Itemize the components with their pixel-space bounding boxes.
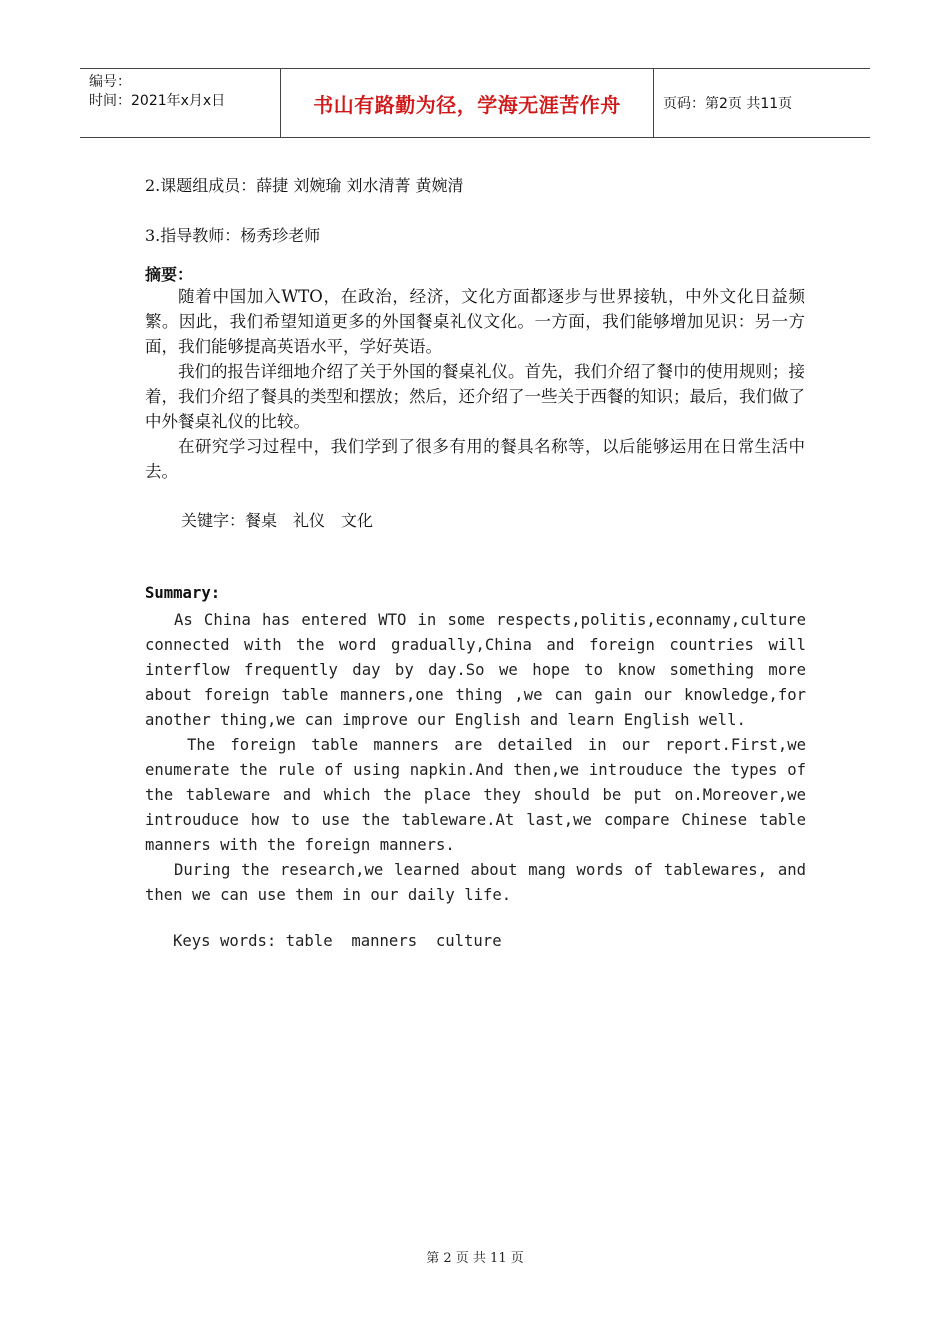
abstract-heading: 摘要： [145, 265, 194, 284]
page-footer: 第 2 页 共 11 页 [426, 1251, 524, 1266]
summary-paragraph: During the research,we learned about mang words of tablewares, and then we can use them in our daily life. [145, 861, 806, 904]
page-header [80, 68, 870, 138]
abstract-body [145, 284, 805, 484]
summary-heading: Summary: [145, 584, 221, 602]
date-label: 时间：2021年x月x日 [89, 93, 226, 109]
header-motto [281, 69, 654, 137]
header-meta [80, 69, 281, 137]
members-names: 薛捷 刘婉瑜 刘水清菁 黄婉清 [256, 176, 464, 195]
summary-paragraph: The foreign table manners are detailed in our report.First,we enumerate the rule of using napkin.And then,we introuduce the types of the tableware and which the place they should be put on.Moreover,we introuduce how to use the tableware.At last,we compare Chinese table manners with the foreign manners. [145, 736, 806, 854]
summary-body [145, 608, 806, 908]
summary-paragraph: As China has entered WTO in some respects,politis,econnamy,culture connected with the word gradually,China and foreign countries will interflow frequently day by day.So we hope to know something more about foreign table manners,one thing ,we can gain our knowledge,for another thing,we can improve our English and learn English well. [145, 611, 806, 729]
header-page-info [654, 69, 870, 137]
motto-text: 书山有路勤为径，学海无涯苦作舟 [313, 92, 621, 117]
advisor-label: 3.指导教师： [145, 226, 241, 245]
abstract-paragraph: 我们的报告详细地介绍了关于外国的餐桌礼仪。首先，我们介绍了餐巾的使用规则；接着，我们介绍了餐具的类型和摆放；然后，还介绍了一些关于西餐的知识；最后，我们做了中外餐桌礼仪的比较。 [145, 362, 805, 431]
number-label: 编号： [89, 74, 131, 90]
keywords-cn: 关键字：餐桌 礼仪 文化 [181, 511, 374, 530]
abstract-paragraph: 在研究学习过程中，我们学到了很多有用的餐具名称等，以后能够运用在日常生活中去。 [145, 437, 805, 481]
members-line [145, 173, 464, 196]
abstract-paragraph: 随着中国加入WTO，在政治，经济，文化方面都逐步与世界接轨，中外文化日益频繁。因此，我们希望知道更多的外国餐桌礼仪文化。一方面，我们能够增加见识：另一方面，我们能够提高英语水平，学好英语。 [145, 287, 805, 356]
advisor-name: 杨秀珍老师 [240, 226, 321, 245]
advisor-line [145, 223, 320, 246]
page-info-text: 页码：第2页 共11页 [663, 96, 793, 112]
keywords-en: Keys words: table manners culture [173, 932, 502, 950]
members-label: 2.课题组成员： [145, 176, 257, 195]
